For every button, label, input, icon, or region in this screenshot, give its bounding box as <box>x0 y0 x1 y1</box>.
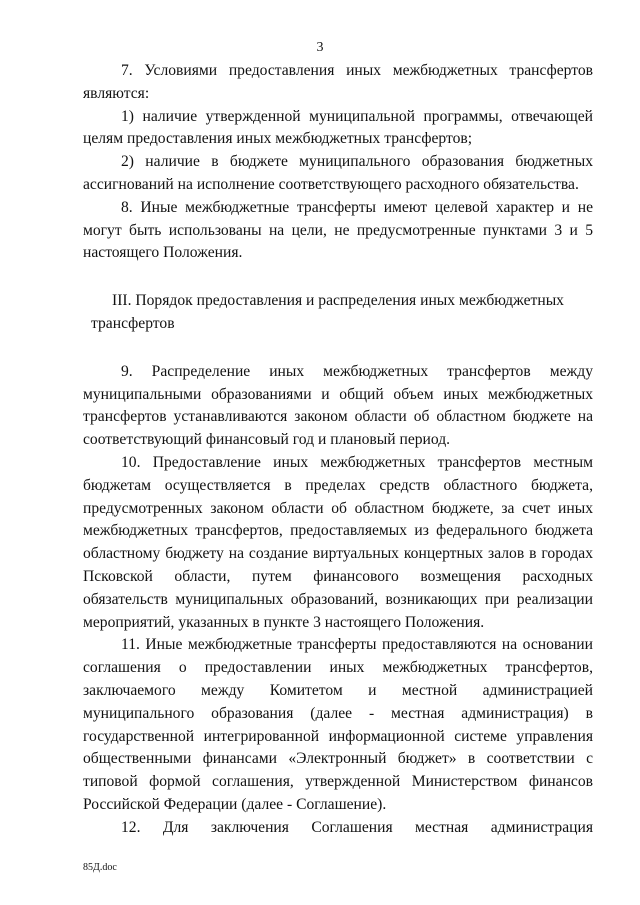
paragraph-subitem-1: 1) наличие утвержденной муниципальной программы, отвечающей целям предоставления иных межбюджетных трансфертов; <box>83 107 593 148</box>
paragraph-item-11: 11. Иные межбюджетные трансферты предоставляются на основании соглашения о предоставлении иных межбюджетных трансфертов, заключаемого между Комитетом и местной администрацией муниципального образования (далее - местная администрация) в государственной интегрированной информационной системе управления общественными финансами «Электронный бюджет» в соответствии с типовой формой соглашения, утвержденной Министерством финансов Российской Федерации (далее - Соглашение). <box>83 636 593 813</box>
document-body <box>83 60 593 840</box>
paragraph-item-12: 12. Для заключения Соглашения местная администрация <box>121 818 593 836</box>
paragraph-item-9: 9. Распределение иных межбюджетных трансфертов между муниципальными образованиями и общий объем иных межбюджетных трансфертов устанавливаются законом области об областном бюджете на соответствующий финансовый год и плановый период. <box>83 362 593 449</box>
paragraph-item-7: 7. Условиями предоставления иных межбюджетных трансфертов являются: <box>83 62 593 102</box>
paragraph-item-8: 8. Иные межбюджетные трансферты имеют целевой характер и не могут быть использованы на цели, не предусмотренные пунктами 3 и 5 настоящего Положения. <box>83 198 593 262</box>
footer-filename: 85Д.doc <box>83 862 117 873</box>
page-number: 3 <box>316 40 324 55</box>
section-heading: III. Порядок предоставления и распределения иных межбюджетных трансфертов <box>91 292 564 332</box>
paragraph-item-10: 10. Предоставление иных межбюджетных трансфертов местным бюджетам осуществляется в пределах средств областного бюджета, предусмотренных законом области об областном бюджете, за счет иных межбюджетных трансфертов, предоставляемых из федерального бюджета областному бюджету на создание виртуальных концертных залов в городах Псковской области, путем финансового возмещения расходных обязательств муниципальных образований, возникающих при реализации мероприятий, указанных в пункте 3 настоящего Положения. <box>83 453 593 631</box>
paragraph-subitem-2: 2) наличие в бюджете муниципального образования бюджетных ассигнований на исполнение соответствующего расходного обязательства. <box>83 153 593 193</box>
